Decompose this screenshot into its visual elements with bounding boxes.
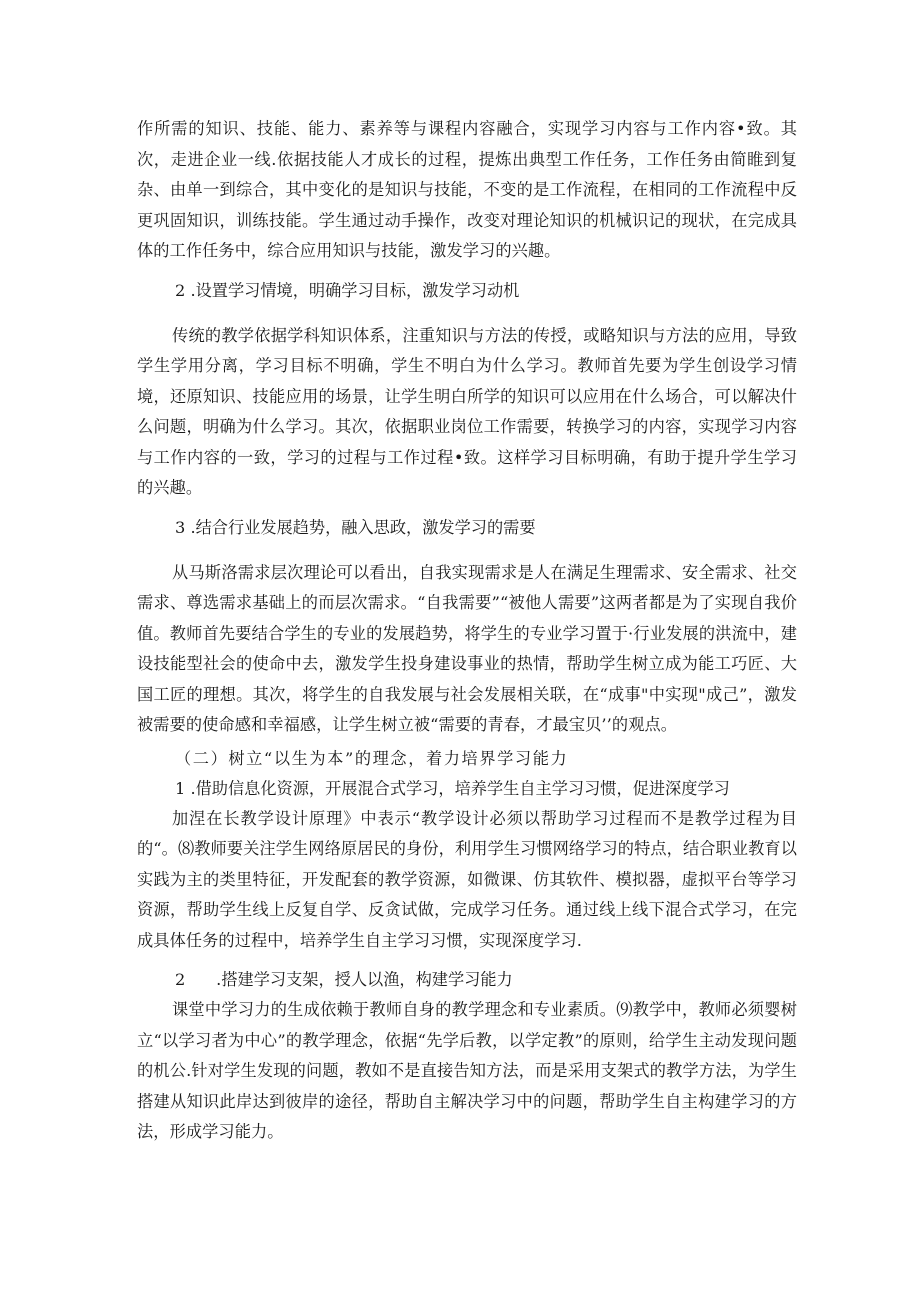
subheading-blended-learning xyxy=(137,774,797,804)
paragraph-traditional-teaching: 传统的教学依据学科知识体系，注重知识与方法的传授，或略知识与方法的应用，导致学生学用分离，学习目标不明确，学生不明白为什么学习。教师首先要为学生创设学习情境，还原知识、技能应用的场景，让学生明白所学的知识可以应用在什么场合，可以解决什么问题，明确为什么学习。其次，依据职业岗位工作需要，转换学习的内容，实现学习内容与工作内容的一致，学习的过程与工作过程•致。这样学习目标明确，有助于提升学生学习的兴趣。 xyxy=(137,325,797,497)
subheading-number: 3 xyxy=(175,517,186,537)
subheading-text: .搭建学习支架，授人以渔，构建学习能力 xyxy=(185,970,513,989)
paragraph-work-tasks: 作所需的知识、技能、能力、素养等与课程内容融合，实现学习内容与工作内容•致。其次，走进企业一线.依据技能人才成长的过程，提炼出典型工作任务，工作任务由简睢到复杂、由单一到综合，其中变化的是知识与技能，不变的是工作流程，在相同的工作流程中反更巩固知识，训练技能。学生通过动手操作，改变对理论知识的机械识记的现状，在完成具体的工作任务中，综合应用知识与技能，激发学习的兴趣。 xyxy=(137,119,797,260)
subheading-number: 1 xyxy=(175,778,186,798)
section-heading-student-centered: （二）树立“以生为本”的理念，着力培界学习能力 xyxy=(175,748,569,768)
subheading-learning-situation xyxy=(137,276,797,306)
subheading-number: 2 xyxy=(175,280,186,300)
subheading-text: .借助信息化资源，开展混合式学习，培养学生自主学习习惯，促进深度学习 xyxy=(185,778,730,798)
subheading-text: .结合行业发展趋势，融入思政，激发学习的需要 xyxy=(185,517,536,537)
subheading-scaffolding xyxy=(137,965,797,995)
subheading-text: .设置学习情境，明确学习目标，激发学习动机 xyxy=(185,280,520,300)
paragraph-maslow: 从马斯洛需求层次理论可以看出，自我实现需求是人在满足生理需求、安全需求、社交需求、尊选需求基础上的而层次需求。“自我需要”“被他人需要”这两者都是为了实现自我价值。教师首先要结合学生的专业的发展趋势，将学生的专业学习置于·行业发展的洪流中，建设技能型社会的使命中去，激发学生投身建设事业的热情，帮助学生树立成为能工巧匠、大国工匠的理想。其次，将学生的自我发展与社会发展相关联，在“成事"中实现"成己”，激发被需要的使命感和幸福感，让学生树立被“需要的青春，才最宝贝’’的观点。 xyxy=(137,562,797,734)
subheading-industry-trends xyxy=(137,513,797,543)
document-page xyxy=(137,114,797,1148)
subheading-number: 2 xyxy=(175,970,186,989)
paragraph-learning-capability: 课堂中学习力的生成依赖于教师自身的教学理念和专业素质。⑼教学中，教师必须婴树立“以学习者为中心”的教学理念，依据“先学后教，以学定教”的原则，给学生主动发现问题的机公.针对学生发现的问题，教如不是直接告知方法，而是采用支架式的教学方法，为学生搭建从知识此岸达到彼岸的途径，帮助自主解决学习中的问题，帮助学生自主构建学习的方法，形成学习能力。 xyxy=(137,1000,797,1141)
paragraph-gagne: 加涅在长教学设计原理》中表示“教学设计必须以帮助学习过程而不是教学过程为目的“。⑻教师要关注学生网络原居民的身份，利用学生习惯网络学习的特点，结合职业教育以实践为主的类里特征，开发配套的教学资源，如微课、仿其软件、模拟器，虚拟平台等学习资源，帮助学生线上反复自学、反贪试做，完成学习任务。通过线上线下混合式学习，在完成具体任务的过程中，培养学生自主学习习惯，实现深度学习. xyxy=(137,808,797,950)
